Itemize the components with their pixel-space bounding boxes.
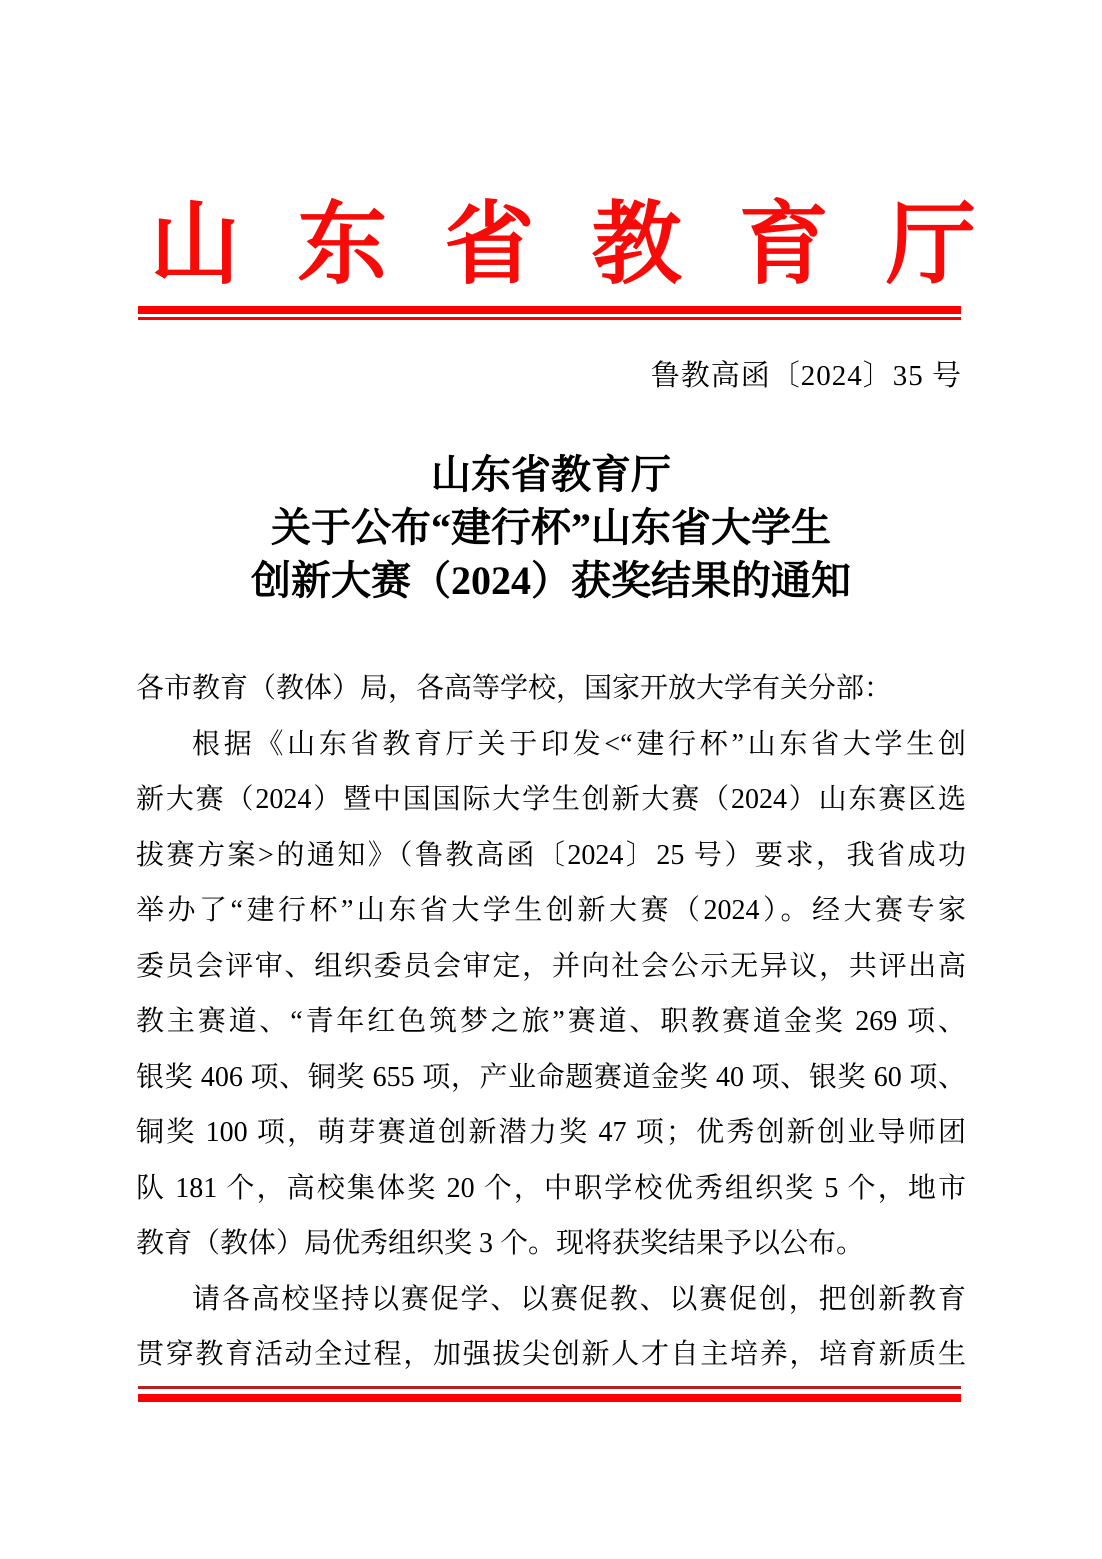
notice-body [136,661,966,1383]
body-line: 贯穿教育活动全过程，加强拔尖创新人才自主培养，培育新质生 [136,1339,966,1370]
agency-char: 山 [150,196,240,295]
body-line: 委员会评审、组织委员会审定，并向社会公示无异议，共评出高 [136,950,966,982]
notice-title-line: 创新大赛（2024）获奖结果的通知 [251,558,851,603]
letterhead-rule-thick [138,306,961,314]
body-line: 新大赛（2024）暨中国国际大学生创新大赛（2024）山东赛区选 [136,784,966,815]
agency-char: 育 [738,196,829,295]
notice-title [0,448,1102,607]
body-line: 拔赛方案>的通知》（鲁教高函〔2024〕25 号）要求，我省成功 [136,839,966,871]
agency-char: 东 [297,196,388,295]
notice-title-line: 山东省教育厅 [431,452,671,497]
document-number: 鲁教高函〔2024〕35 号 [650,360,962,392]
body-line: 请各高校坚持以赛促学、以赛促教、以赛促创，把创新教育 [192,1283,966,1315]
body-line: 银奖 406 项、铜奖 655 项，产业命题赛道金奖 40 项、银奖 60 项、 [136,1061,966,1093]
agency-char: 省 [444,196,535,295]
letterhead-agency-name [150,196,976,296]
body-line: 举办了“建行杯”山东省大学生创新大赛（2024）。经大赛专家 [136,895,966,926]
notice-title-line: 关于公布“建行杯”山东省大学生 [271,505,831,550]
footer-rule-thick [138,1394,961,1402]
footer-rule-thin [138,1386,961,1389]
body-line: 队 181 个，高校集体奖 20 个，中职学校优秀组织奖 5 个，地市 [136,1172,966,1204]
body-line: 教主赛道、“青年红色筑梦之旅”赛道、职教赛道金奖 269 项、 [136,1006,966,1037]
body-line: 教育（教体）局优秀组织奖 3 个。现将获奖结果予以公布。 [136,1228,865,1259]
body-line-salutation: 各市教育（教体）局，各高等学校，国家开放大学有关分部： [136,673,893,704]
body-line: 铜奖 100 项，萌芽赛道创新潜力奖 47 项；优秀创新创业导师团 [136,1117,966,1148]
agency-char: 厅 [885,196,976,295]
agency-char: 教 [591,196,682,295]
letterhead-rule-thin [138,317,961,320]
body-line: 根据《山东省教育厅关于印发<“建行杯”山东省大学生创 [192,728,966,760]
